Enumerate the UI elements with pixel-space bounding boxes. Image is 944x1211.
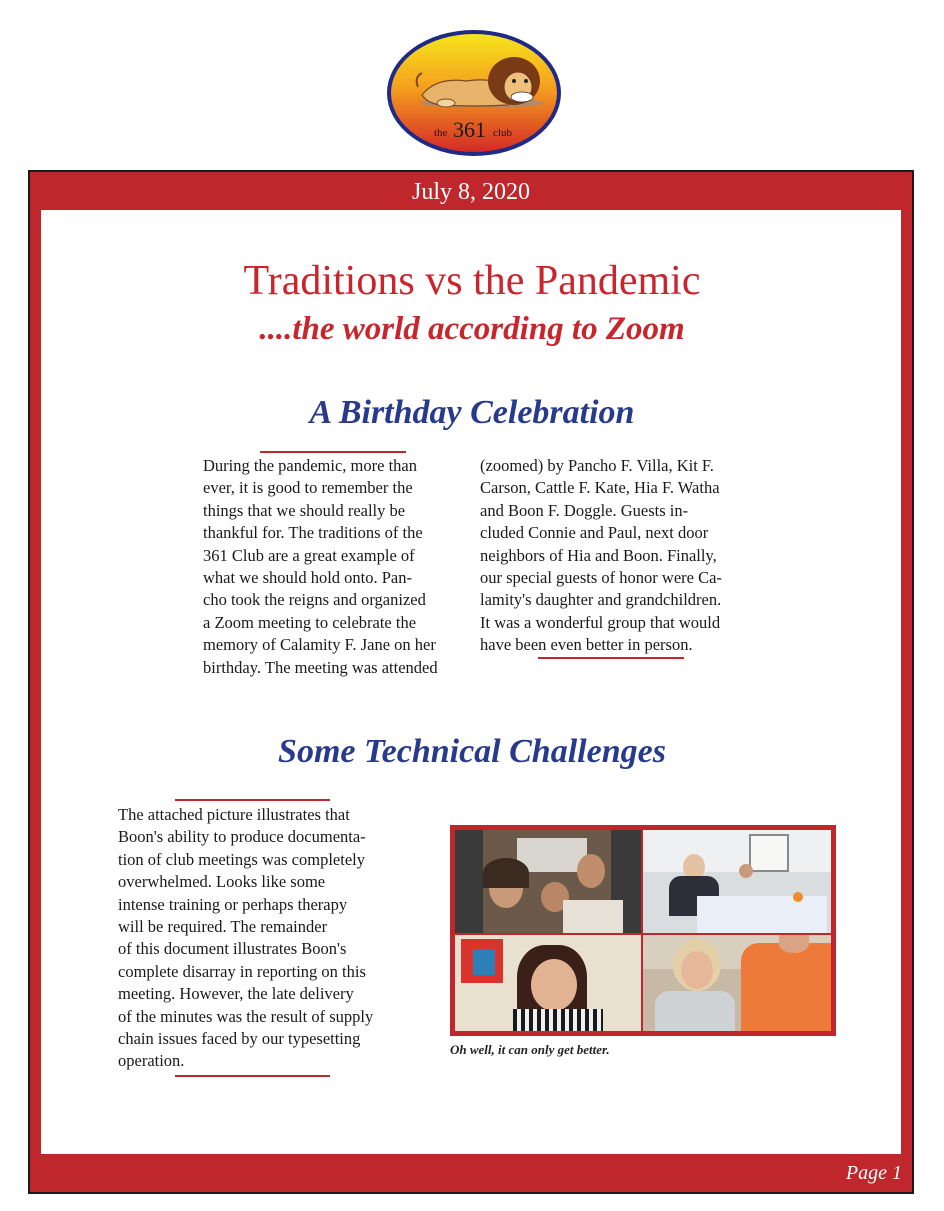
text-line: intense training or perhaps therapy [118,894,348,914]
birthday-heading: A Birthday Celebration [309,394,635,431]
technical-text [118,804,373,1073]
text-line: overwhelmed. Looks like some [118,872,326,892]
section-divider [260,451,406,453]
birthday-column-1 [203,455,438,679]
svg-text:361: 361 [453,117,486,142]
text-line: (zoomed) by Pancho F. Villa, Kit F. [480,456,714,475]
text-line: chain issues faced by our typesetting [118,1029,361,1049]
section-divider [175,799,330,801]
text-line: and Boon F. Doggle. Guests in- [480,500,689,520]
birthday-column-2 [480,455,722,657]
svg-text:club: club [493,127,512,139]
zoom-tile [455,935,641,1031]
text-line: During the pandemic, more than [203,456,417,475]
section-divider [538,657,684,659]
text-line: operation. [118,1051,185,1071]
text-line: neighbors of Hia and Boon. Finally, [480,545,717,565]
text-line: thankful for. The traditions of the [203,523,423,543]
zoom-tile [643,830,831,933]
text-line: The attached picture illustrates that [118,805,350,824]
text-line: ever, it is good to remember the [203,478,413,498]
club-logo [384,27,564,159]
technical-heading: Some Technical Challenges [278,733,666,770]
photo-caption: Oh well, it can only get better. [450,1042,610,1057]
svg-text:the: the [434,127,448,139]
zoom-tile [643,935,831,1031]
text-line: our special guests of honor were Ca- [480,568,722,588]
text-line: meeting. However, the late delivery [118,984,354,1004]
text-line: 361 Club are a great example of [203,545,415,565]
text-line: things that we should really be [203,500,406,520]
page-number: Page 1 [845,1162,902,1184]
zoom-screenshot [450,825,836,1036]
text-line: cluded Connie and Paul, next door [480,523,709,543]
text-line: Carson, Cattle F. Kate, Hia F. Watha [480,478,720,498]
page-title: Traditions vs the Pandemic [243,258,701,304]
issue-date: July 8, 2020 [411,179,530,205]
text-line: of this document illustrates Boon's [118,939,347,959]
text-line: a Zoom meeting to celebrate the [203,612,417,632]
zoom-tile [455,830,641,933]
date-banner [30,172,912,210]
text-line: It was a wonderful group that would [480,612,721,632]
text-line: what we should hold onto. Pan- [203,568,412,588]
footer-banner [30,1154,912,1192]
section-divider [175,1075,330,1077]
text-line: cho took the reigns and organized [203,590,426,610]
text-line: complete disarray in reporting on this [118,961,366,981]
text-line: birthday. The meeting was attended [203,657,438,677]
text-line: Boon's ability to produce documenta- [118,827,366,847]
page-subtitle: ....the world according to Zoom [259,311,685,347]
text-line: tion of club meetings was completely [118,849,365,869]
text-line: will be required. The remainder [118,917,328,937]
text-line: have been even better in person. [480,635,693,655]
text-line: memory of Calamity F. Jane on her [203,635,436,655]
text-line: lamity's daughter and grandchildren. [480,590,722,610]
text-line: of the minutes was the result of supply [118,1006,374,1026]
